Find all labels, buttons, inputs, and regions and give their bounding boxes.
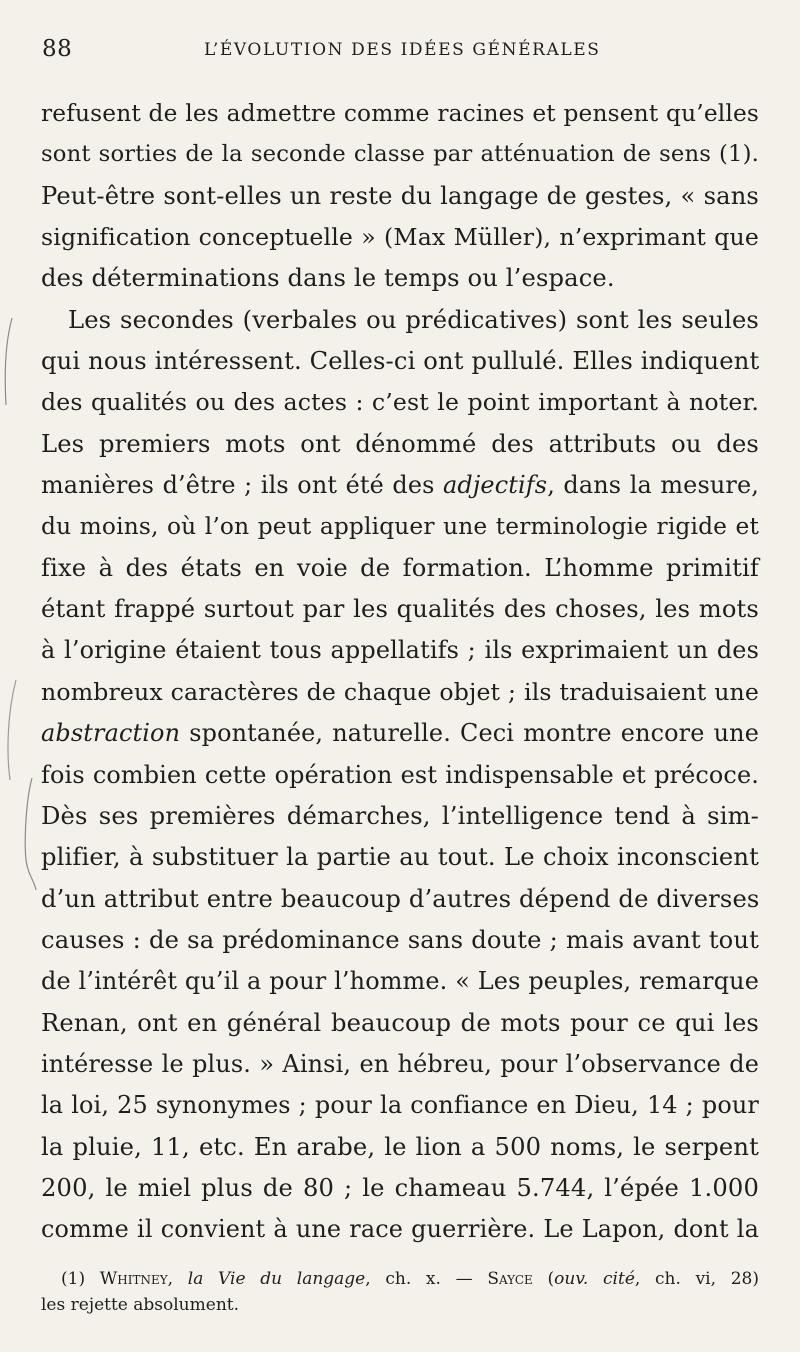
footnote-author: Whitney [99,1269,168,1289]
text-line: intéresse le plus. » Ainsi, en hébreu, pour l’observance de [41,1049,759,1078]
footnote-title: la Vie du langage [187,1269,366,1289]
text-line: Renan, ont en général beaucoup de mots pour ce qui les [41,1008,759,1037]
body-text [41,93,759,1251]
text-segment: , ch. x. — [365,1269,488,1289]
text-line: d’un attribut entre beaucoup d’autres dépend de diverses [41,884,760,913]
text-line: causes : de sa prédominance sans doute ; mais avant tout [41,925,759,954]
text-segment: , ch. vi, 28) [634,1269,759,1289]
pencil-margin-mark [0,300,40,920]
page-number: 88 [42,36,73,62]
text-line [41,465,759,506]
italic-term: abstraction [41,719,181,748]
text-line: qui nous intéressent. Celles-ci ont pullulé. Elles indiquent [41,347,760,376]
text-segment: spontanée, naturelle. Ceci montre encore une [180,719,759,748]
text-segment: , dans la mesure, [547,471,760,500]
footnote-line [41,1266,759,1292]
text-line: étant frappé surtout par les qualités des choses, les mots [41,595,759,624]
text-line: à l’origine étaient tous appellatifs ; ils exprimaient un des [41,636,759,665]
footnote [41,1266,759,1318]
text-line: Peut-être sont-elles un reste du langage de gestes, « sans [41,181,759,210]
running-title: L’ÉVOLUTION DES IDÉES GÉNÉRALES [204,40,601,60]
text-segment: ( [532,1269,555,1289]
italic-term: adjectifs [443,471,548,500]
text-line: Dès ses premières démarches, l’intelligence tend à sim- [41,801,759,830]
text-line: refusent de les admettre comme racines et pensent qu’elles [41,100,759,127]
text-line: plifier, à substituer la partie au tout. Le choix inconscient [41,843,759,872]
text-segment: manières d’être ; ils ont été des [41,471,444,500]
text-line: des déterminations dans le temps ou l’espace. [41,264,615,293]
footnote-title: ouv. cité [554,1269,635,1289]
page-header [40,36,760,66]
footnote-marker: (1) [61,1269,86,1289]
text-line: sont sorties de la seconde classe par atténuation de sens (1). [41,141,759,168]
text-line: de l’intérêt qu’il a pour l’homme. « Les peuples, remarque [41,967,759,996]
footnote-author: Sayce [487,1269,533,1289]
text-line: signification conceptuelle » (Max Müller), n’exprimant que [41,223,759,252]
text-line: fois combien cette opération est indispensable et précoce. [41,760,759,789]
text-line: Les premiers mots ont dénommé des attributs ou des [41,429,759,458]
text-line: 200, le miel plus de 80 ; le chameau 5.744, l’épée 1.000 [41,1173,759,1202]
text-line: la pluie, 11, etc. En arabe, le lion a 500 noms, le serpent [41,1132,759,1161]
text-line: nombreux caractères de chaque objet ; ils traduisaient une [41,677,759,706]
text-line: fixe à des états en voie de formation. L’homme primitif [41,553,759,582]
text-line: du moins, où l’on peut appliquer une terminologie rigide et [41,513,759,541]
text-line: Les secondes (verbales ou prédicatives) sont les seules [68,305,759,334]
footnote-line: les rejette absolument. [41,1295,239,1315]
text-line: comme il convient à une race guerrière. Le Lapon, dont la [41,1215,759,1244]
text-line: des qualités ou des actes : c’est le point important à noter. [41,388,759,417]
text-line: la loi, 25 synonymes ; pour la confiance en Dieu, 14 ; pour [41,1091,759,1120]
text-line [41,713,759,754]
text-segment: , [167,1269,188,1289]
